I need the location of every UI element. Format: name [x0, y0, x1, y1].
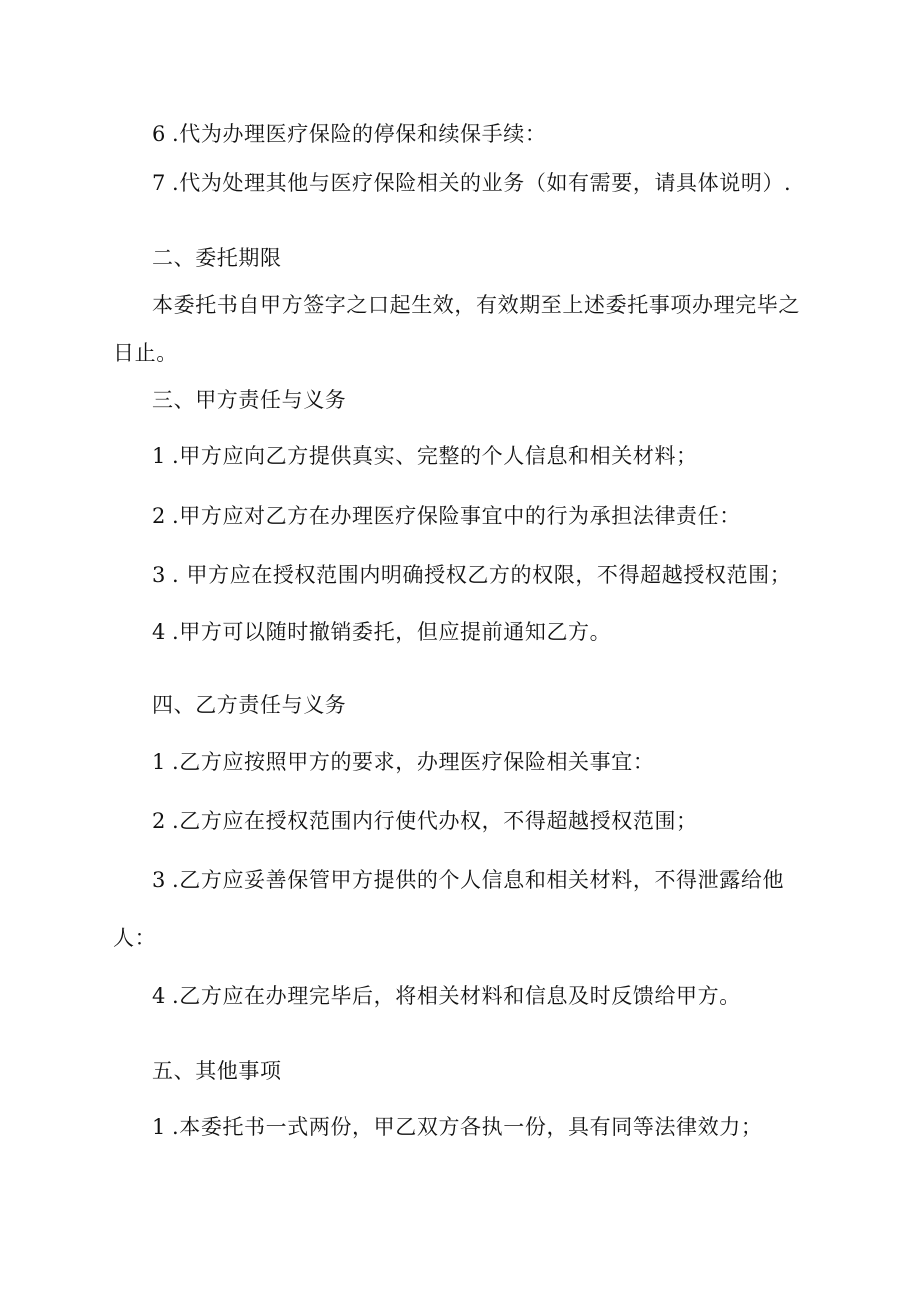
list-item [152, 503, 741, 529]
paragraph-line: 日止。 [113, 341, 178, 365]
item-number: 4 [152, 620, 166, 644]
section-heading: 五、其他事项 [152, 1059, 282, 1083]
list-item [152, 170, 791, 196]
list-item-continuation: 人： [113, 926, 157, 950]
item-text: .本委托书一式两份，甲乙双方各执一份，具有同等法律效力； [171, 1115, 763, 1139]
item-number: 6 [152, 122, 166, 146]
item-text: .代为处理其他与医疗保险相关的业务（如有需要，请具体说明）. [171, 171, 792, 195]
item-number: 3 [152, 868, 166, 892]
item-text: .代为办理医疗保险的停保和续保手续： [171, 122, 547, 146]
list-item [152, 867, 784, 893]
item-number: 2 [152, 809, 166, 833]
list-item [152, 808, 698, 834]
item-text: .乙方应在办理完毕后，将相关材料和信息及时反馈给甲方。 [171, 984, 741, 1008]
item-number: 1 [152, 444, 166, 468]
section-heading: 四、乙方责任与义务 [152, 693, 347, 717]
list-item [152, 983, 741, 1009]
section-heading: 二、委托期限 [152, 246, 282, 270]
section-heading: 三、甲方责任与义务 [152, 388, 347, 412]
item-text: .甲方可以随时撤销委托，但应提前通知乙方。 [171, 620, 612, 644]
list-item [152, 562, 791, 588]
item-text: . 甲方应在授权范围内明确授权乙方的权限，不得超越授权范围； [171, 563, 792, 587]
list-item [152, 121, 546, 147]
item-text: .乙方应妥善保管甲方提供的个人信息和相关材料，不得泄露给他 [171, 868, 785, 892]
list-item [152, 619, 611, 645]
item-text: .乙方应在授权范围内行使代办权，不得超越授权范围； [171, 809, 698, 833]
item-number: 1 [152, 750, 166, 774]
item-text: .乙方应按照甲方的要求，办理医疗保险相关事宜： [171, 750, 655, 774]
item-number: 3 [152, 563, 166, 587]
item-number: 7 [152, 171, 166, 195]
item-number: 4 [152, 984, 166, 1008]
item-number: 1 [152, 1115, 166, 1139]
item-text: .甲方应向乙方提供真实、完整的个人信息和相关材料； [171, 444, 698, 468]
list-item [152, 443, 698, 469]
item-text: .甲方应对乙方在办理医疗保险事宜中的行为承担法律责任： [171, 504, 741, 528]
list-item [152, 1114, 762, 1140]
item-number: 2 [152, 504, 166, 528]
list-item [152, 749, 654, 775]
paragraph-line: 本委托书自甲方签字之口起生效，有效期至上述委托事项办理完毕之 [152, 293, 800, 317]
